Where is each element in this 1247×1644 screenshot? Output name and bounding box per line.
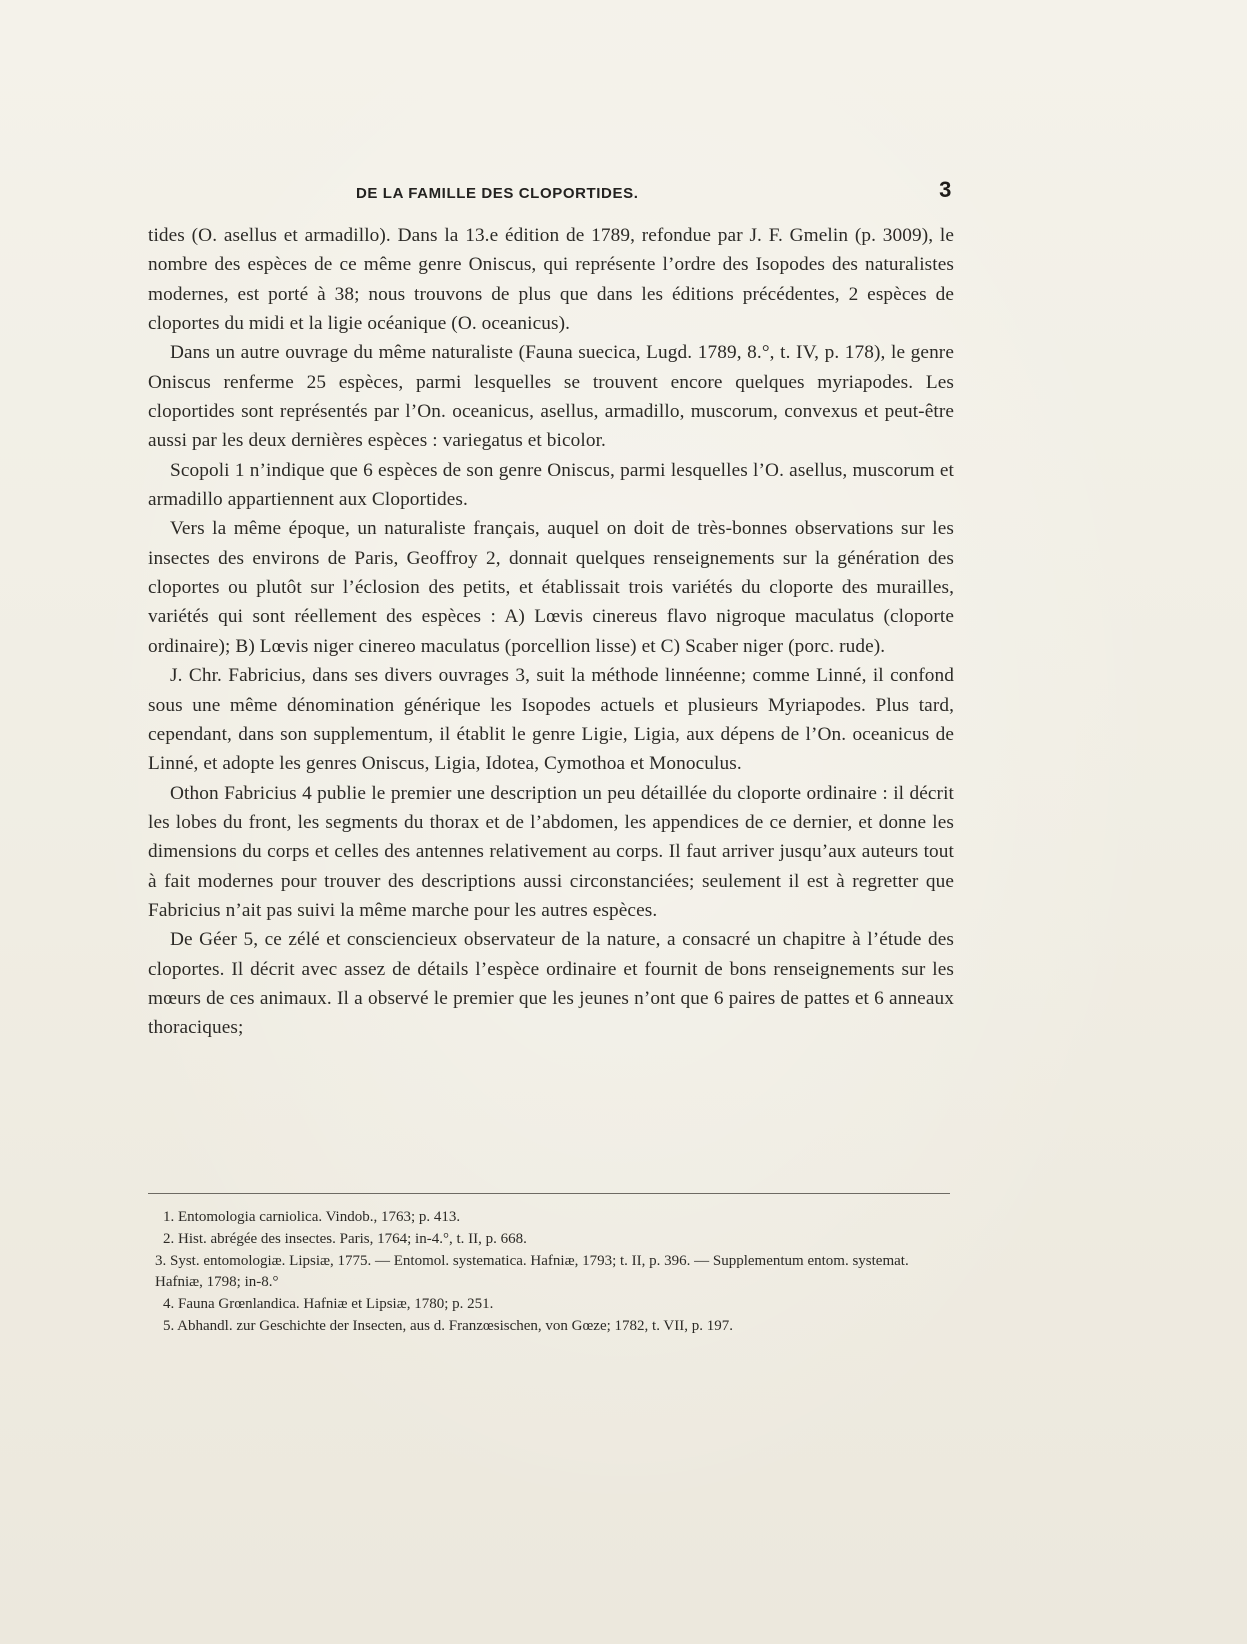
page-header bbox=[148, 177, 952, 215]
footnote-5: 5. Abhandl. zur Geschichte der Insecten, aus d. Franzœsischen, von Gœze; 1782, t. VII, p. 197. bbox=[163, 1317, 733, 1334]
footnote-1: 1. Entomologia carniolica. Vindob., 1763; p. 413. bbox=[163, 1209, 461, 1225]
footnote-3: 3. Syst. entomologiæ. Lipsiæ, 1775. — Entomol. systematica. Hafniæ, 1793; t. II, p. 396. — Supplementum entom. systemat. Hafniæ, 1798; in-8.° bbox=[155, 1252, 909, 1291]
main-text bbox=[148, 221, 954, 1161]
footnotes bbox=[155, 1207, 953, 1338]
footnote-2: 2. Hist. abrégée des insectes. Paris, 1764; in-4.°, t. II, p. 668. bbox=[163, 1230, 527, 1247]
footnote-4: 4. Fauna Grœnlandica. Hafniæ et Lipsiæ, 1780; p. 251. bbox=[163, 1296, 494, 1313]
paragraph-5: J. Chr. Fabricius, dans ses divers ouvrages 3, suit la méthode linnéenne; comme Linné, il confond sous une même dénomination générique les Isopodes actuels et plusieurs Myriapodes. Plus tard, cependant, dans son supplementum, il établit le genre Ligie, Ligia, aux dépens de l’On. oceanicus de Linné, et adopte les genres Oniscus, Ligia, Idotea, Cymothoa et Monoculus. bbox=[148, 665, 954, 775]
paragraph-1: tides (O. asellus et armadillo). Dans la 13.e édition de 1789, refondue par J. F. Gmelin (p. 3009), le nombre des espèces de ce même genre Oniscus, qui représente l’ordre des Isopodes des naturalistes modernes, est porté à 38; nous trouvons de plus que dans les éditions précédentes, 2 espèces de cloportes du midi et la ligie océanique (O. oceanicus). bbox=[148, 225, 954, 335]
footnote-divider bbox=[148, 1193, 950, 1194]
paragraph-2: Dans un autre ouvrage du même naturaliste (Fauna suecica, Lugd. 1789, 8.°, t. IV, p. 178), le genre Oniscus renferme 25 espèces, parmi lesquelles se trouvent encore quelques myriapodes. Les cloportides sont représentés par l’On. oceanicus, asellus, armadillo, muscorum, convexus et peut-être aussi par les deux dernières espèces : variegatus et bicolor. bbox=[148, 342, 954, 452]
running-head: DE LA FAMILLE DES CLOPORTIDES. bbox=[356, 185, 639, 202]
paragraph-3: Scopoli 1 n’indique que 6 espèces de son genre Oniscus, parmi lesquelles l’O. asellus, muscorum et armadillo appartiennent aux Cloportides. bbox=[148, 459, 954, 511]
page-number: 3 bbox=[939, 177, 952, 202]
paragraph-4: Vers la même époque, un naturaliste français, auquel on doit de très-bonnes observations sur les insectes des environs de Paris, Geoffroy 2, donnait quelques renseignements sur la génération des cloportes ou plutôt sur l’éclosion des petits, et établissait trois variétés du cloporte des murailles, variétés qui sont réellement des espèces : A) Lœvis cinereus flavo nigroque maculatus (cloporte ordinaire); B) Lœvis niger cinereo maculatus (porcellion lisse) et C) Scaber niger (porc. rude). bbox=[148, 518, 954, 657]
paragraph-7: De Géer 5, ce zélé et consciencieux observateur de la nature, a consacré un chapitre à l’étude des cloportes. Il décrit avec assez de détails l’espèce ordinaire et fournit de bons renseignements sur les mœurs de ces animaux. Il a observé le premier que les jeunes n’ont que 6 paires de pattes et 6 anneaux thoraciques; bbox=[148, 929, 954, 1039]
paragraph-6: Othon Fabricius 4 publie le premier une description un peu détaillée du cloporte ordinaire : il décrit les lobes du front, les segments du thorax et de l’abdomen, les appendices de ce dernier, et donne les dimensions du corps et celles des antennes relativement au corps. Il faut arriver jusqu’aux auteurs tout à fait modernes pour trouver des descriptions aussi circonstanciées; seulement il est à regretter que Fabricius n’ait pas suivi la même marche pour les autres espèces. bbox=[148, 782, 954, 921]
